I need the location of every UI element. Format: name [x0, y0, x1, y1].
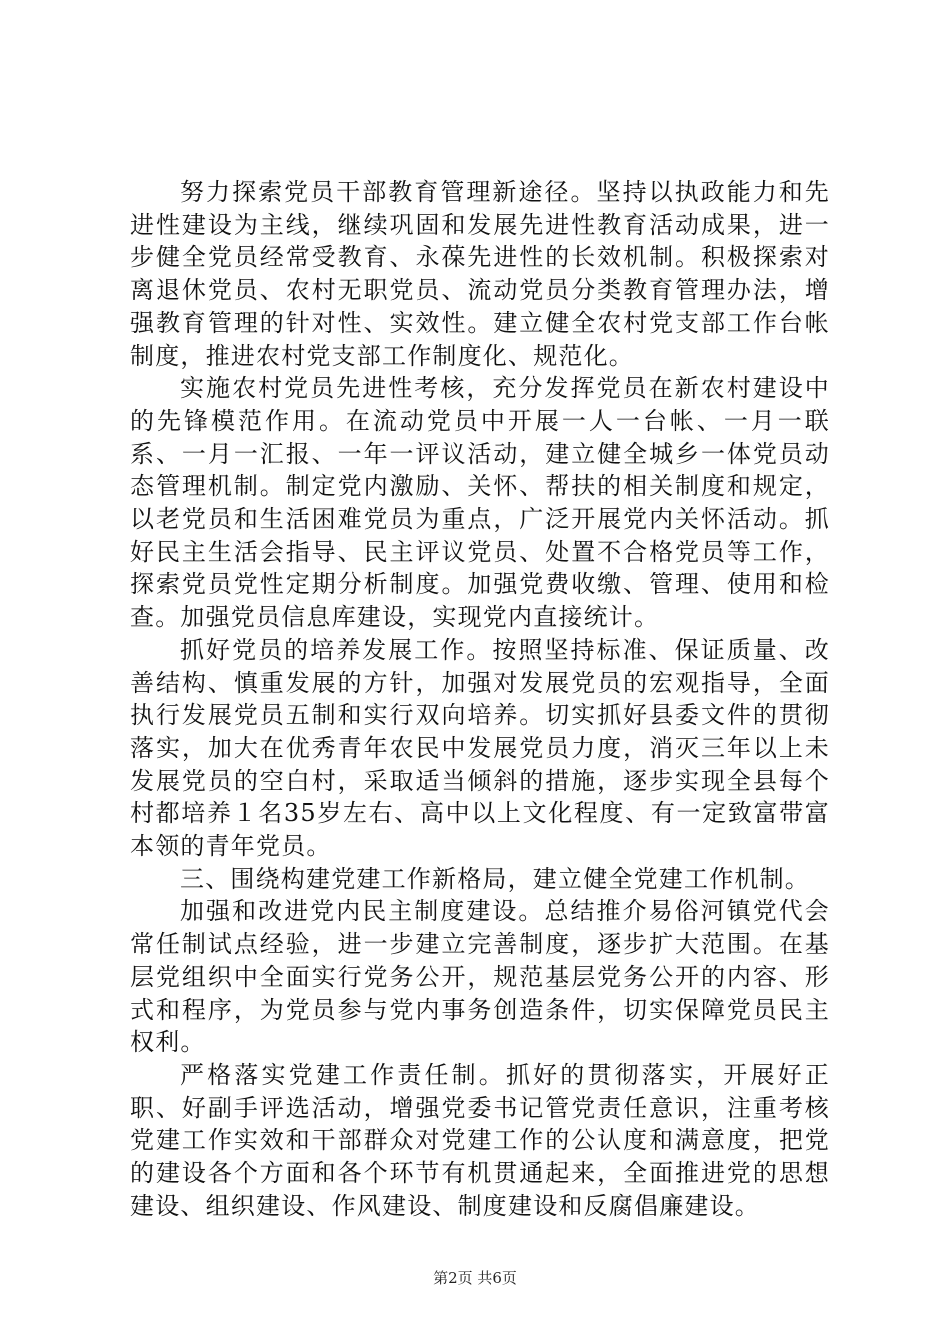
document-body	[130, 176, 830, 1223]
section-heading-three: 三、围绕构建党建工作新格局，建立健全党建工作机制。	[180, 864, 810, 893]
paragraph-responsibility-system: 严格落实党建工作责任制。抓好的贯彻落实，开展好正职、好副手评选活动，增强党委书记管党责任意识，注重考核党建工作实效和干部群众对党建工作的公认度和满意度，把党的建设各个方面和各个环节有机贯通起来，全面推进党的思想建设、组织建设、作风建设、制度建设和反腐倡廉建设。	[130, 1060, 830, 1220]
paragraph-rural-member-assessment: 实施农村党员先进性考核，充分发挥党员在新农村建设中的先锋模范作用。在流动党员中开展一人一台帐、一月一联系、一月一汇报、一年一评议活动，建立健全城乡一体党员动态管理机制。制定党内激励、关怀、帮扶的相关制度和规定，以老党员和生活困难党员为重点，广泛开展党内关怀活动。抓好民主生活会指导、民主评议党员、处置不合格党员等工作，探索党员党性定期分析制度。加强党费收缴、管理、使用和检查。加强党员信息库建设，实现党内直接统计。	[130, 374, 830, 632]
paragraph-education-management: 努力探索党员干部教育管理新途径。坚持以执政能力和先进性建设为主线，继续巩固和发展先进性教育活动成果，进一步健全党员经常受教育、永葆先进性的长效机制。积极探索对离退休党员、农村无职党员、流动党员分类教育管理办法，增强教育管理的针对性、实效性。建立健全农村党支部工作台帐制度，推进农村党支部工作制度化、规范化。	[130, 178, 830, 370]
paragraph-member-development: 抓好党员的培养发展工作。按照坚持标准、保证质量、改善结构、慎重发展的方针，加强对发展党员的宏观指导，全面执行发展党员五制和实行双向培养。切实抓好县委文件的贯彻落实，加大在优秀青年农民中发展党员力度，消灭三年以上未发展党员的空白村，采取适当倾斜的措施，逐步实现全县每个村都培养１名35岁左右、高中以上文化程度、有一定致富带富本领的青年党员。	[130, 635, 830, 861]
page-number-footer: 第2页 共6页	[433, 1269, 517, 1287]
paragraph-inner-party-democracy: 加强和改进党内民主制度建设。总结推介易俗河镇党代会常任制试点经验，进一步建立完善制度，逐步扩大范围。在基层党组织中全面实行党务公开，规范基层党务公开的内容、形式和程序，为党员参与党内事务创造条件，切实保障党员民主权利。	[130, 897, 830, 1057]
